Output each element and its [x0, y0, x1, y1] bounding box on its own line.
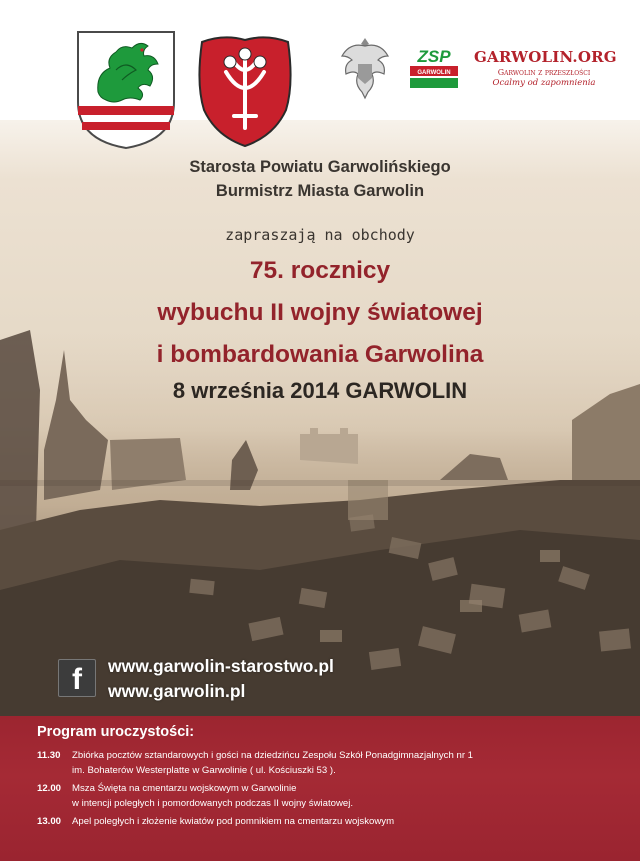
garwolin-org-logo: [474, 48, 617, 88]
powiat-coat-of-arms-icon: [194, 32, 296, 148]
program-item-2-time: 12.00: [37, 783, 62, 794]
event-date: 8 września 2014 GARWOLIN: [172, 378, 468, 403]
zsp-letters: ZSP: [417, 47, 451, 66]
program-item-3-time: 13.00: [37, 816, 62, 827]
invite-line-block: [0, 226, 640, 244]
garwolin-coat-of-arms-icon: [76, 30, 176, 150]
organizer-line-1: Starosta Powiatu Garwolińskiego: [189, 158, 451, 176]
anniversary-title: [0, 250, 640, 376]
organizer-block: [0, 155, 640, 203]
garwolin-website-link[interactable]: www.garwolin.pl: [108, 681, 246, 701]
title-line-3: i bombardowania Garwolina: [156, 341, 484, 368]
garwolin-org-subtitle: Garwolin z przeszłości: [497, 68, 591, 77]
garwolin-org-motto: Ocalmy od zapomnienia: [492, 78, 596, 88]
logo-row: [0, 0, 640, 120]
title-line-2: wybuchu II wojny światowej: [157, 299, 483, 326]
organizer-line-2: Burmistrz Miasta Garwolin: [215, 182, 425, 200]
starostwo-website-link[interactable]: www.garwolin-starostwo.pl: [108, 656, 334, 676]
zsp-garwolin-label: GARWOLIN: [417, 70, 451, 76]
military-eagle-icon: [338, 34, 392, 104]
title-line-1: 75. rocznicy: [249, 257, 391, 284]
program-item-3-line-1: Apel poległych i złożenie kwiatów pod pomnikiem na cmentarzu wojskowym: [72, 816, 395, 827]
program-item-1-line-1: Zbiórka pocztów sztandarowych i gości na dziedzińcu Zespołu Szkół Ponadgimnazjalnych nr 1: [72, 750, 474, 761]
program-item-1-time: 11.30: [37, 750, 61, 761]
program-item-1-line-2: im. Bohaterów Westerplatte w Garwolinie ( ul. Kościuszki 53 ).: [72, 765, 336, 776]
program-title: Program uroczystości:: [37, 724, 195, 740]
zsp-school-logo-icon: [408, 42, 460, 90]
garwolin-org-title: GARWOLIN.ORG: [474, 48, 617, 66]
invite-line: zapraszają na obchody: [225, 226, 415, 244]
program-item-2-line-2: w intencji poległych i pomordowanych podczas II wojny światowej.: [72, 798, 354, 809]
program-item-2-line-1: Msza Święta na cmentarzu wojskowym w Garwolinie: [72, 783, 297, 794]
program-panel: [0, 716, 640, 861]
event-date-block: [0, 378, 640, 404]
facebook-icon[interactable]: f: [58, 659, 96, 697]
